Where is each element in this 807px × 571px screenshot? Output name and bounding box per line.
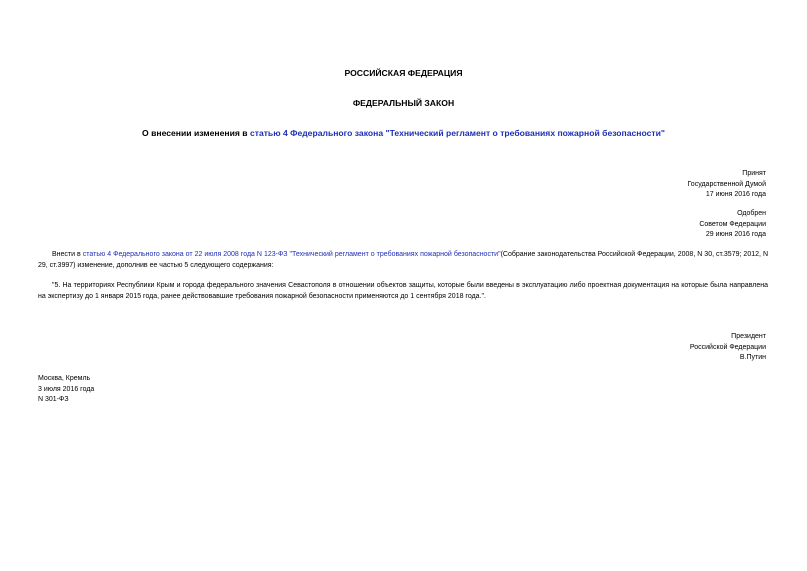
intro-suffix: (Собрание законодательства Российской Федерации, 2008, N 30, ст.3579; 2012, N 29, ст.3997) изменение, дополнив ее частью 5 следующего содержания: [38,251,768,269]
approved-date: 29 июня 2016 года [705,231,766,238]
adopted-body: Государственной Думой [687,180,766,188]
adopted-date: 17 июня 2016 года [705,191,766,198]
amendment-paragraph [38,281,768,302]
amendment-text: "5. На территориях Республики Крым и города федерального значения Севастополя в отношении объектов защиты, которые были введены в эксплуатацию либо проектная документация на которые была направлена на экспертизу до 1 января 2015 года, ранее действовавшие требования пожарной безопасности применяются до 1 сентября 2018 года.". [38,282,768,300]
signature-name: В.Путин [739,354,766,361]
signing-date: 3 июля 2016 года [38,385,95,393]
signature-title: Президент [731,333,766,340]
country-heading: РОССИЙСКАЯ ФЕДЕРАЦИЯ [344,68,463,78]
intro-prefix: Внести в [52,251,83,258]
signing-place: Москва, Кремль [38,375,91,382]
signature-body: Российской Федерации [689,343,766,351]
intro-paragraph [38,250,768,271]
law-number: N 301-ФЗ [38,396,69,403]
adopted-label: Принят [742,170,766,177]
signature-block [690,332,766,364]
title-prefix: О внесении изменения в [142,128,250,138]
approved-body: Советом Федерации [699,220,766,228]
adopted-block [687,169,766,201]
doc-type-heading: ФЕДЕРАЛЬНЫЙ ЗАКОН [352,98,455,108]
approved-block [699,209,766,241]
place-date-block [38,374,94,406]
intro-article-link[interactable]: статью 4 Федерального закона от 22 июля 2008 года N 123-ФЗ "Технический регламент о требованиях пожарной безопасности" [82,251,501,258]
title-article-link[interactable]: статью 4 Федерального закона "Технический регламент о требованиях пожарной безопасности" [249,128,665,138]
approved-label: Одобрен [737,210,766,217]
document-title [0,128,807,139]
